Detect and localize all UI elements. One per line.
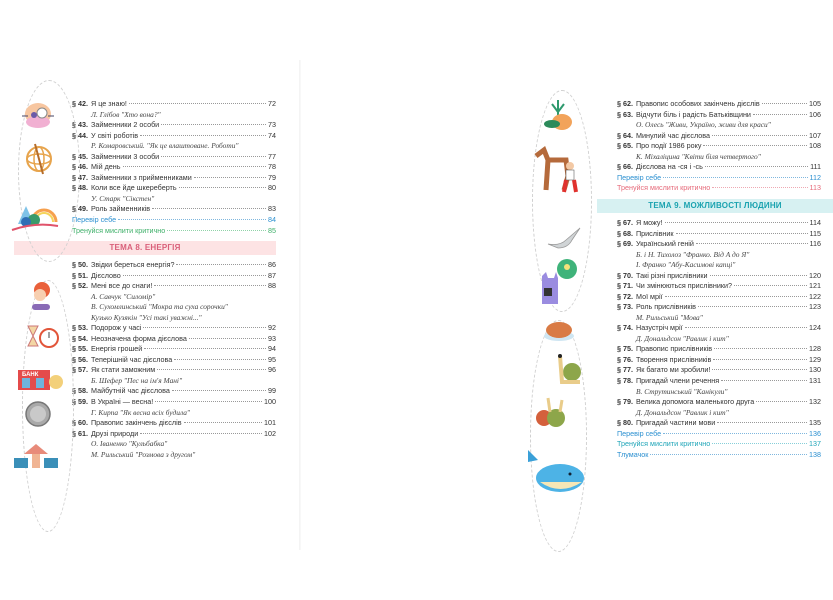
train-critical-thinking-link[interactable] [617,183,821,194]
dot-leader [123,275,266,276]
table-of-contents-right [617,99,821,460]
toc-entry[interactable] [72,397,276,408]
toc-entry[interactable] [617,397,821,408]
wolf-reading-icon [536,270,564,306]
check-yourself-link-title: Перевір себе [72,214,117,224]
glossary-link-title: Тлумачок [617,449,649,459]
section-title: Дієслова на -ся і -сь [636,162,703,172]
reading-author-title: Д. Дональдсон "Равлик і кит" [636,333,729,343]
dot-leader [762,103,807,104]
toc-entry[interactable] [617,344,821,355]
dot-leader [154,285,266,286]
section-title: Творення прислівників [636,354,712,364]
dot-leader [144,348,266,349]
page-number: 112 [809,172,821,182]
dot-leader [176,264,266,265]
section-title: Такі різні прислівники [636,270,708,280]
toc-entry[interactable] [617,141,821,152]
dot-leader [194,177,266,178]
section-title: Я можу! [636,217,663,227]
page-number: 83 [268,204,276,214]
page-number: 130 [809,365,821,375]
bank-building-icon [16,362,64,392]
dot-leader [717,422,807,423]
dot-leader [712,187,807,188]
section-number: § 71. [617,281,633,291]
toc-entry[interactable] [617,239,821,250]
dot-leader [665,222,808,223]
page-number: 99 [268,386,276,396]
section-title: Назустріч мрії [636,323,683,333]
reading-author-title: Кузько Кузякін "Усі такі уважні..." [91,312,202,322]
toc-entry[interactable] [72,260,276,271]
reading-author-title: Р. Комаровський. "Як це влаштоване. Роботи" [91,141,239,151]
reading-author-title: М. Рильський "Розмова з другом" [91,449,196,459]
reading-author-title: А. Савчук "Силомір" [91,291,156,301]
section-title: Я це знаю! [91,99,127,108]
check-yourself-link[interactable] [617,173,821,184]
robot-girl-icon [20,98,56,132]
page-number: 123 [809,302,821,312]
page-number: 106 [809,109,821,119]
toc-entry[interactable] [72,120,276,131]
toc-entry[interactable] [617,376,821,387]
page-number: 92 [268,323,276,333]
toc-entry[interactable] [617,99,821,110]
section-number: § 74. [617,323,633,333]
page-number: 102 [264,428,276,438]
check-yourself-link[interactable] [617,429,821,440]
toc-entry[interactable] [72,323,276,334]
section-title: Займенники 3 особи [91,151,160,161]
dot-leader [167,230,266,231]
section-number: § 42. [72,99,88,108]
section-number: § 43. [72,119,88,129]
rainbow-landscape-icon [10,198,60,234]
page-number: 137 [809,439,821,449]
reading-author-title: В. Струтинський "Канікули" [636,386,728,396]
train-critical-thinking-link-title: Тренуйся мислити критично [72,225,166,235]
page-number: 111 [810,162,821,172]
glossary-link[interactable] [617,450,821,461]
section-title: Пригадай частини мови [636,418,716,427]
section-number: § 65. [617,141,633,151]
page-number: 138 [809,449,821,459]
dot-leader [189,338,266,339]
toc-entry[interactable] [72,271,276,282]
section-title: Минулий час дієслова [636,130,711,140]
dot-leader [118,219,266,220]
toc-entry[interactable] [72,281,276,292]
page-number: 129 [809,354,821,364]
page-number: 105 [809,99,821,108]
reading-author-title: Д. Дональдсон "Равлик і кит" [636,407,729,417]
page-number: 131 [809,376,821,386]
dot-leader [161,156,266,157]
page-number: 113 [809,183,821,193]
section-title: Як багато ми зробили! [636,365,711,375]
page-number: 86 [268,260,276,270]
page-number: 73 [268,119,276,129]
page-number: 77 [268,151,276,161]
page-number: 132 [809,397,821,407]
toc-entry[interactable] [617,281,821,292]
section-number: § 66. [617,162,633,172]
section-number: § 64. [617,130,633,140]
section-title: Правопис прислівників [636,344,713,354]
page-number: 80 [268,183,276,193]
section-number: § 52. [72,281,88,291]
section-number: § 53. [72,323,88,333]
page-number: 96 [268,365,276,375]
page-number: 72 [268,99,276,108]
section-number: § 60. [72,418,88,427]
section-number: § 47. [72,172,88,182]
section-number: § 44. [72,130,88,140]
reading-author-title: Л. Глібов "Хто вона?" [91,109,161,119]
dot-leader [172,390,266,391]
toc-entry[interactable] [72,429,276,440]
check-yourself-link-title: Перевір себе [617,172,662,182]
section-number: § 73. [617,302,633,312]
toc-entry[interactable] [72,183,276,194]
section-number: § 79. [617,397,633,407]
section-title: Правопис особових закінчень дієслів [636,99,760,108]
reading-author-title: Б. Шефер "Пес на ім'я Мані" [91,376,183,386]
dot-leader [129,103,266,104]
section-title: Мої мрії [636,291,663,301]
dot-leader [152,208,266,209]
section-title: Як стати заможним [91,365,156,375]
section-number: § 68. [617,228,633,238]
theme-header: ТЕМА 8. ЕНЕРГІЯ [14,241,276,255]
theme-header: ТЕМА 9. МОЖЛИВОСТІ ЛЮДИНИ [597,199,833,213]
section-title: Відчути біль і радість Батьківщини [636,109,751,119]
section-title: Неозначена форма дієслова [91,333,187,343]
toc-entry[interactable] [72,418,276,429]
table-of-contents-left [72,99,276,460]
toc-entry[interactable] [617,302,821,313]
dot-leader [140,433,262,434]
dot-leader [698,306,807,307]
toc-entry[interactable] [617,131,821,142]
toc-entry[interactable] [72,334,276,345]
section-title: Про події 1986 року [636,141,702,151]
page-number: 128 [809,344,821,354]
section-title: Велика допомога маленького друга [636,397,755,407]
section-number: § 51. [72,270,88,280]
toc-entry[interactable] [617,271,821,282]
section-title: Чи змінюються прислівники? [636,281,732,291]
dot-leader [712,135,807,136]
dot-leader [713,359,807,360]
dot-leader [161,124,266,125]
reading-author-title: У. Старк "Сікстен" [91,193,155,203]
page-number: 95 [268,354,276,364]
check-yourself-link[interactable] [72,215,276,226]
section-number: § 62. [617,99,633,108]
dot-leader [174,359,266,360]
reading-author-title: Б. і Н. Тихолоз "Франко. Від А до Я" [636,249,750,259]
toc-entry[interactable] [72,173,276,184]
dot-leader [714,348,807,349]
boy-exercising-icon [26,280,56,316]
toc-entry[interactable] [72,344,276,355]
toc-entry[interactable] [617,110,821,121]
dot-leader [665,296,807,297]
plants-pot-icon [540,96,576,132]
section-number: § 45. [72,151,88,161]
page-number: 84 [268,214,276,224]
section-title: В Україні — весна! [91,397,154,407]
toc-entry[interactable] [72,204,276,215]
svg-text:БАНК: БАНК [22,372,39,378]
reading-author-title: В. Сухомлинський "Мокра та суха сорочки" [91,302,228,312]
dot-leader [663,433,807,434]
section-number: § 61. [72,428,88,438]
section-number: § 77. [617,365,633,375]
page-number: 107 [809,130,821,140]
section-number: § 69. [617,239,633,249]
section-number: § 72. [617,291,633,301]
dot-leader [663,177,807,178]
train-critical-thinking-link[interactable] [72,226,276,237]
section-number: § 48. [72,183,88,193]
toc-entry[interactable] [617,218,821,229]
check-yourself-link-title: Перевір себе [617,428,662,438]
dot-leader [143,327,266,328]
section-title: У світі роботів [91,130,139,140]
page-number: 135 [809,418,821,427]
reading-author-title: М. Рильський "Мова" [636,312,703,322]
dot-leader [753,114,807,115]
toc-entry[interactable] [72,152,276,163]
dot-leader [721,380,807,381]
page-number: 101 [264,418,276,427]
page-number: 136 [809,428,821,438]
section-title: Друзі природи [91,428,139,438]
page-number: 108 [809,141,821,151]
dot-leader [712,369,807,370]
section-number: § 49. [72,204,88,214]
toc-entry[interactable] [617,365,821,376]
section-title: Роль прислівників [636,302,696,312]
dot-leader [650,454,807,455]
page-number: 85 [268,225,276,235]
section-title: Прислівник [636,228,674,238]
dot-leader [756,401,807,402]
toc-entry[interactable] [72,355,276,366]
toc-entry[interactable] [617,323,821,334]
section-number: § 46. [72,162,88,172]
toc-entry[interactable] [72,365,276,376]
dot-leader [157,369,266,370]
train-critical-thinking-link-title: Тренуйся мислити критично [617,183,711,193]
section-title: Дієслово [91,270,121,280]
section-title: Роль займенників [91,204,151,214]
toc-entry[interactable] [72,99,276,110]
section-title: Звідки береться енергія? [91,260,175,270]
snails-pair-icon [534,392,570,432]
train-critical-thinking-link-title: Тренуйся мислити критично [617,439,711,449]
dot-leader [676,233,808,234]
page-number: 78 [268,162,276,172]
whale-icon [526,446,588,496]
section-number: § 67. [617,217,633,227]
page-number: 121 [809,281,821,291]
toc-entry[interactable] [72,386,276,397]
section-number: § 70. [617,270,633,280]
section-title: Український геній [636,239,694,249]
dot-leader [712,443,807,444]
section-number: § 59. [72,397,88,407]
section-number: § 54. [72,333,88,343]
dot-leader [179,187,266,188]
page-number: 120 [809,270,821,280]
seagull-icon [546,226,582,256]
dot-leader [696,243,808,244]
page-number: 74 [268,130,276,140]
train-critical-thinking-link[interactable] [617,439,821,450]
section-title: Займенники з прийменниками [91,172,192,182]
hourglass-clock-icon [20,322,60,352]
snail-icon [556,352,582,386]
reading-author-title: О. Олесь "Живи, Україно, живи для краси" [636,120,771,130]
dot-leader [685,327,807,328]
section-number: § 55. [72,344,88,354]
section-title: Коли все йде шкереберть [91,183,177,193]
page-number: 124 [809,323,821,333]
dot-leader [155,401,262,402]
page-number: 79 [268,172,276,182]
page-number: 100 [264,397,276,407]
section-number: § 75. [617,344,633,354]
section-number: § 57. [72,365,88,375]
reading-author-title: Г. Кирпа "Як весна всіх будила" [91,407,191,417]
section-number: § 63. [617,109,633,119]
dot-leader [140,135,266,136]
reading-author-title: І. Франко "Абу-Касимові капці" [636,260,736,270]
page-number: 122 [809,291,821,301]
section-title: Мій день [91,162,121,172]
toc-entry[interactable] [617,162,821,173]
page-number: 93 [268,333,276,343]
section-title: Майбутній час дієслова [91,386,170,396]
section-title: Подорож у часі [91,323,142,333]
dot-leader [734,285,807,286]
dot-leader [710,275,807,276]
spring-carousel-icon [12,440,60,474]
section-number: § 50. [72,260,88,270]
section-title: Пригадай члени речення [636,376,720,386]
dot-leader [703,145,807,146]
section-number: § 78. [617,376,633,386]
toc-entry[interactable] [617,229,821,240]
page-number: 88 [268,281,276,291]
section-title: Мені все до снаги! [91,281,153,291]
section-number: § 58. [72,386,88,396]
toc-entry[interactable] [72,162,276,173]
toc-entry[interactable] [617,418,821,429]
toc-entry[interactable] [617,355,821,366]
section-number: § 80. [617,418,633,427]
page-number: 87 [268,270,276,280]
section-title: Енергія грошей [91,344,143,354]
section-number: § 76. [617,354,633,364]
page-number: 116 [809,239,821,249]
dot-leader [184,422,262,423]
section-title: Теперішній час дієслова [91,354,173,364]
section-title: Займенники 2 особи [91,119,160,129]
cossack-horse-icon [530,146,580,196]
reading-author-title: О. Іваненко "Кульбабка" [91,439,168,449]
dot-leader [705,166,808,167]
dot-leader [123,166,266,167]
page-number: 94 [268,344,276,354]
coin-icon [24,400,52,428]
sleeping-fox-icon [542,318,576,342]
page-number: 114 [809,217,821,227]
gyroscope-icon [24,142,54,176]
toc-entry[interactable] [617,292,821,303]
section-title: Правопис закінчень дієслів [91,418,182,427]
reading-author-title: К. Міхаліцина "Квіти біля четвертого" [636,151,761,161]
toc-entry[interactable] [72,131,276,142]
section-number: § 56. [72,354,88,364]
page-number: 115 [809,228,821,238]
